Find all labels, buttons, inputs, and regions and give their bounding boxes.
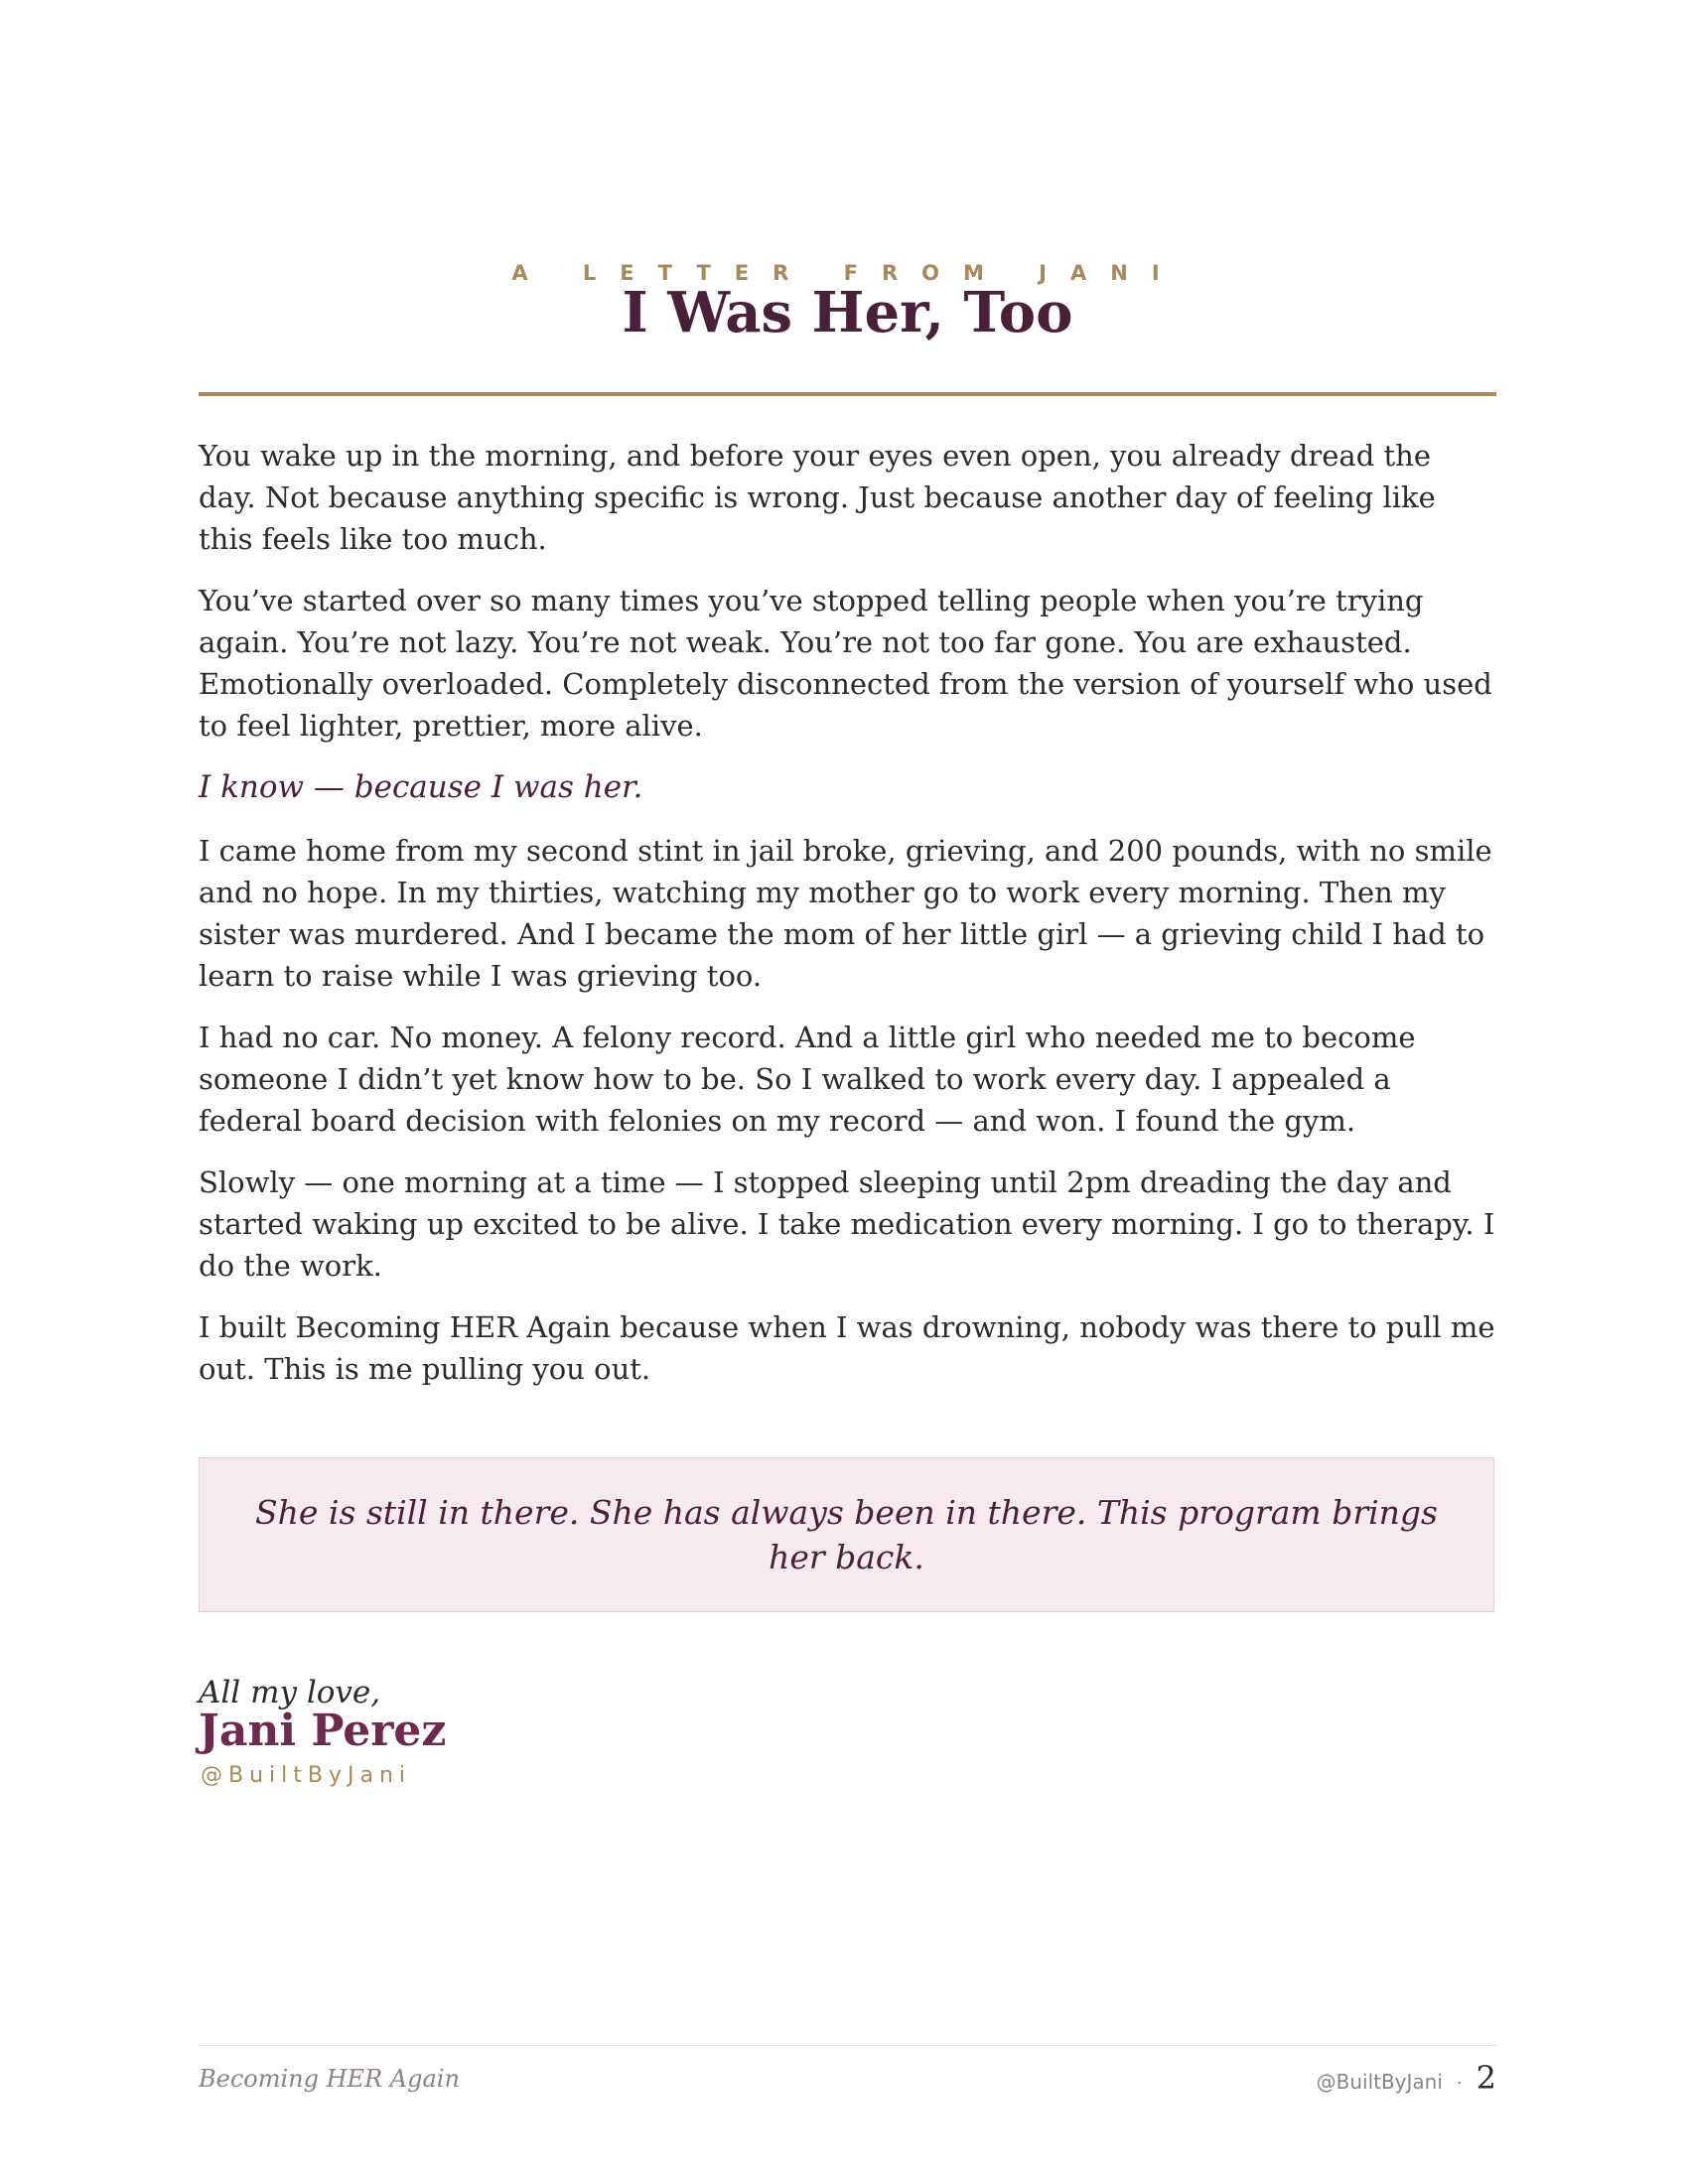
title-divider xyxy=(199,392,1496,396)
footer-separator: · xyxy=(1456,2073,1463,2094)
pull-quote-text: She is still in there. She has always been in there. This program brings her back. xyxy=(255,1493,1438,1576)
letter-body xyxy=(199,435,1496,1410)
paragraph: Slowly — one morning at a time — I stopped sleeping until 2pm dreading the day and started waking up excited to be alive. I take medication every morning. I go to therapy. I do the work. xyxy=(199,1165,1495,1283)
pull-quote-box xyxy=(199,1457,1494,1612)
footer-program-name: Becoming HER Again xyxy=(199,2065,460,2093)
footer-right xyxy=(1317,2059,1496,2097)
footer-divider xyxy=(199,2045,1496,2046)
signer-handle: @BuiltByJani xyxy=(201,1763,412,1788)
footer-handle: @BuiltByJani xyxy=(1316,2070,1443,2094)
paragraph: You’ve started over so many times you’ve stopped telling people when you’re trying again. You’re not lazy. You’re not weak. You’re not too far gone. You are exhausted. Emotionally overloaded. Completely disconnected from the version of yourself who used to feel lighter, prettier, more alive. xyxy=(199,584,1492,743)
eyebrow-label: A LETTER FROM JANI xyxy=(511,261,1184,285)
paragraph: I came home from my second stint in jail broke, grieving, and 200 pounds, with no smile and no hope. In my thirties, watching my mother go to work every morning. Then my sister was murdered. And I became the mom of her little girl — a grieving child I had to learn to raise while I was grieving too. xyxy=(199,834,1492,993)
emphasis-line: I know — because I was her. xyxy=(199,769,643,805)
paragraph: I built Becoming HER Again because when I was drowning, nobody was there to pull me out. This is me pulling you out. xyxy=(199,1310,1495,1386)
page-title: I Was Her, Too xyxy=(622,280,1073,345)
signoff: All my love, xyxy=(199,1675,381,1710)
paragraph: I had no car. No money. A felony record. And a little girl who needed me to become someone I didn’t yet know how to be. So I walked to work every day. I appealed a federal board decision with felonies on my record — and won. I found the gym. xyxy=(199,1021,1416,1138)
letter-page xyxy=(199,0,1496,2184)
signer-name: Jani Perez xyxy=(199,1706,447,1756)
page-number: 2 xyxy=(1476,2059,1496,2097)
paragraph: You wake up in the morning, and before your eyes even open, you already dread the day. Not because anything specific is wrong. Just because another day of feeling like this feels like too much. xyxy=(199,439,1436,556)
